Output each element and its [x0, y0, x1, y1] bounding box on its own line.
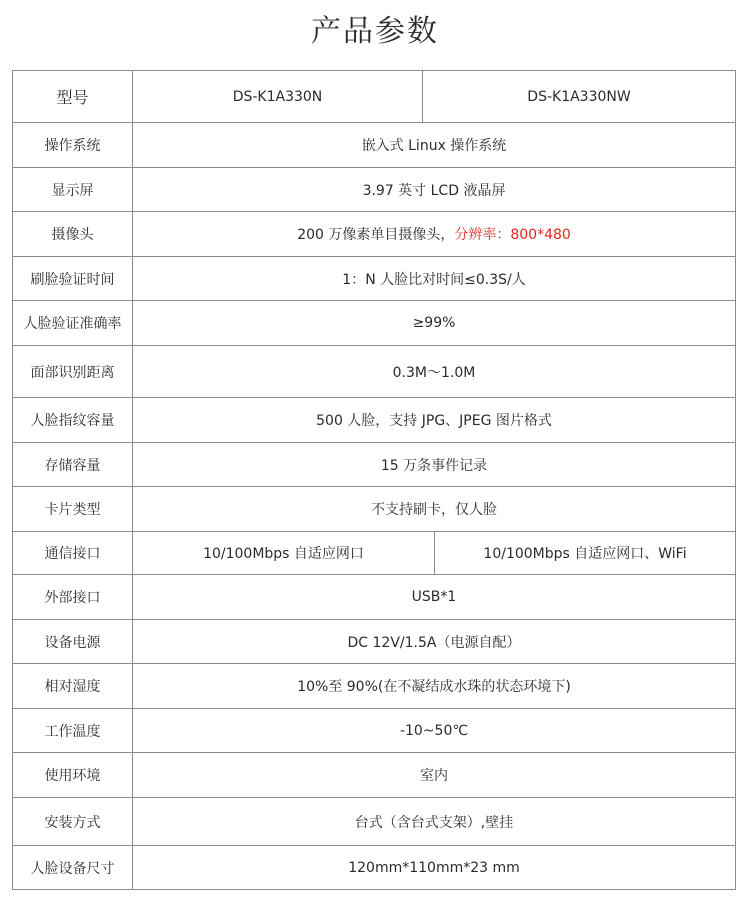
row-label: 面部识别距离: [13, 346, 133, 398]
row-value-nw: 10/100Mbps 自适应网口、WiFi: [435, 532, 736, 575]
row-label: 人脸验证准确率: [13, 301, 133, 346]
row-label: 显示屏: [13, 168, 133, 212]
camera-value: 200 万像素单目摄像头，: [297, 227, 455, 243]
row-label: 摄像头: [13, 212, 133, 257]
table-row: [13, 798, 736, 846]
table-header-row: [13, 71, 736, 123]
row-value: USB*1: [133, 575, 736, 620]
row-value: [133, 212, 736, 257]
row-label: 外部接口: [13, 575, 133, 620]
row-value: 10%至 90%(在不凝结成水珠的状态环境下): [133, 664, 736, 709]
row-value: 台式（含台式支架）,壁挂: [133, 798, 736, 846]
table-row: [13, 620, 736, 664]
model-n: DS-K1A330N: [133, 71, 423, 123]
resolution-highlight: 分辨率：800*480: [454, 227, 571, 243]
row-value: 0.3M～1.0M: [133, 346, 736, 398]
row-label: 卡片类型: [13, 487, 133, 532]
row-label: 相对湿度: [13, 664, 133, 709]
spec-table: [12, 70, 736, 890]
row-value: 1：N 人脸比对时间≤0.3S/人: [133, 257, 736, 301]
row-label: 设备电源: [13, 620, 133, 664]
table-row: [13, 753, 736, 798]
row-label: 通信接口: [13, 532, 133, 575]
table-row: [13, 709, 736, 753]
row-label: 操作系统: [13, 123, 133, 168]
row-value: 3.97 英寸 LCD 液晶屏: [133, 168, 736, 212]
row-value: 不支持刷卡，仅人脸: [133, 487, 736, 532]
row-label: 存储容量: [13, 443, 133, 487]
table-row: [13, 301, 736, 346]
row-value: 500 人脸，支持 JPG、JPEG 图片格式: [133, 398, 736, 443]
row-value: DC 12V/1.5A（电源自配）: [133, 620, 736, 664]
table-row: [13, 532, 736, 575]
row-label: 人脸指纹容量: [13, 398, 133, 443]
model-label: 型号: [13, 71, 133, 123]
table-row: [13, 123, 736, 168]
model-nw: DS-K1A330NW: [423, 71, 736, 123]
table-row: [13, 664, 736, 709]
table-row: [13, 168, 736, 212]
table-row: [13, 443, 736, 487]
row-label: 工作温度: [13, 709, 133, 753]
table-row: [13, 257, 736, 301]
table-row: [13, 398, 736, 443]
row-label: 刷脸验证时间: [13, 257, 133, 301]
table-row: [13, 846, 736, 890]
row-value: 120mm*110mm*23 mm: [133, 846, 736, 890]
table-row: [13, 212, 736, 257]
page-title: 产品参数: [311, 14, 439, 49]
row-value: 嵌入式 Linux 操作系统: [133, 123, 736, 168]
table-row: [13, 487, 736, 532]
row-label: 安装方式: [13, 798, 133, 846]
table-row: [13, 575, 736, 620]
row-value: -10~50℃: [133, 709, 736, 753]
row-value: ≥99%: [133, 301, 736, 346]
row-value-n: 10/100Mbps 自适应网口: [133, 532, 435, 575]
row-label: 人脸设备尺寸: [13, 846, 133, 890]
row-value: 室内: [133, 753, 736, 798]
table-row: [13, 346, 736, 398]
row-value: 15 万条事件记录: [133, 443, 736, 487]
row-label: 使用环境: [13, 753, 133, 798]
